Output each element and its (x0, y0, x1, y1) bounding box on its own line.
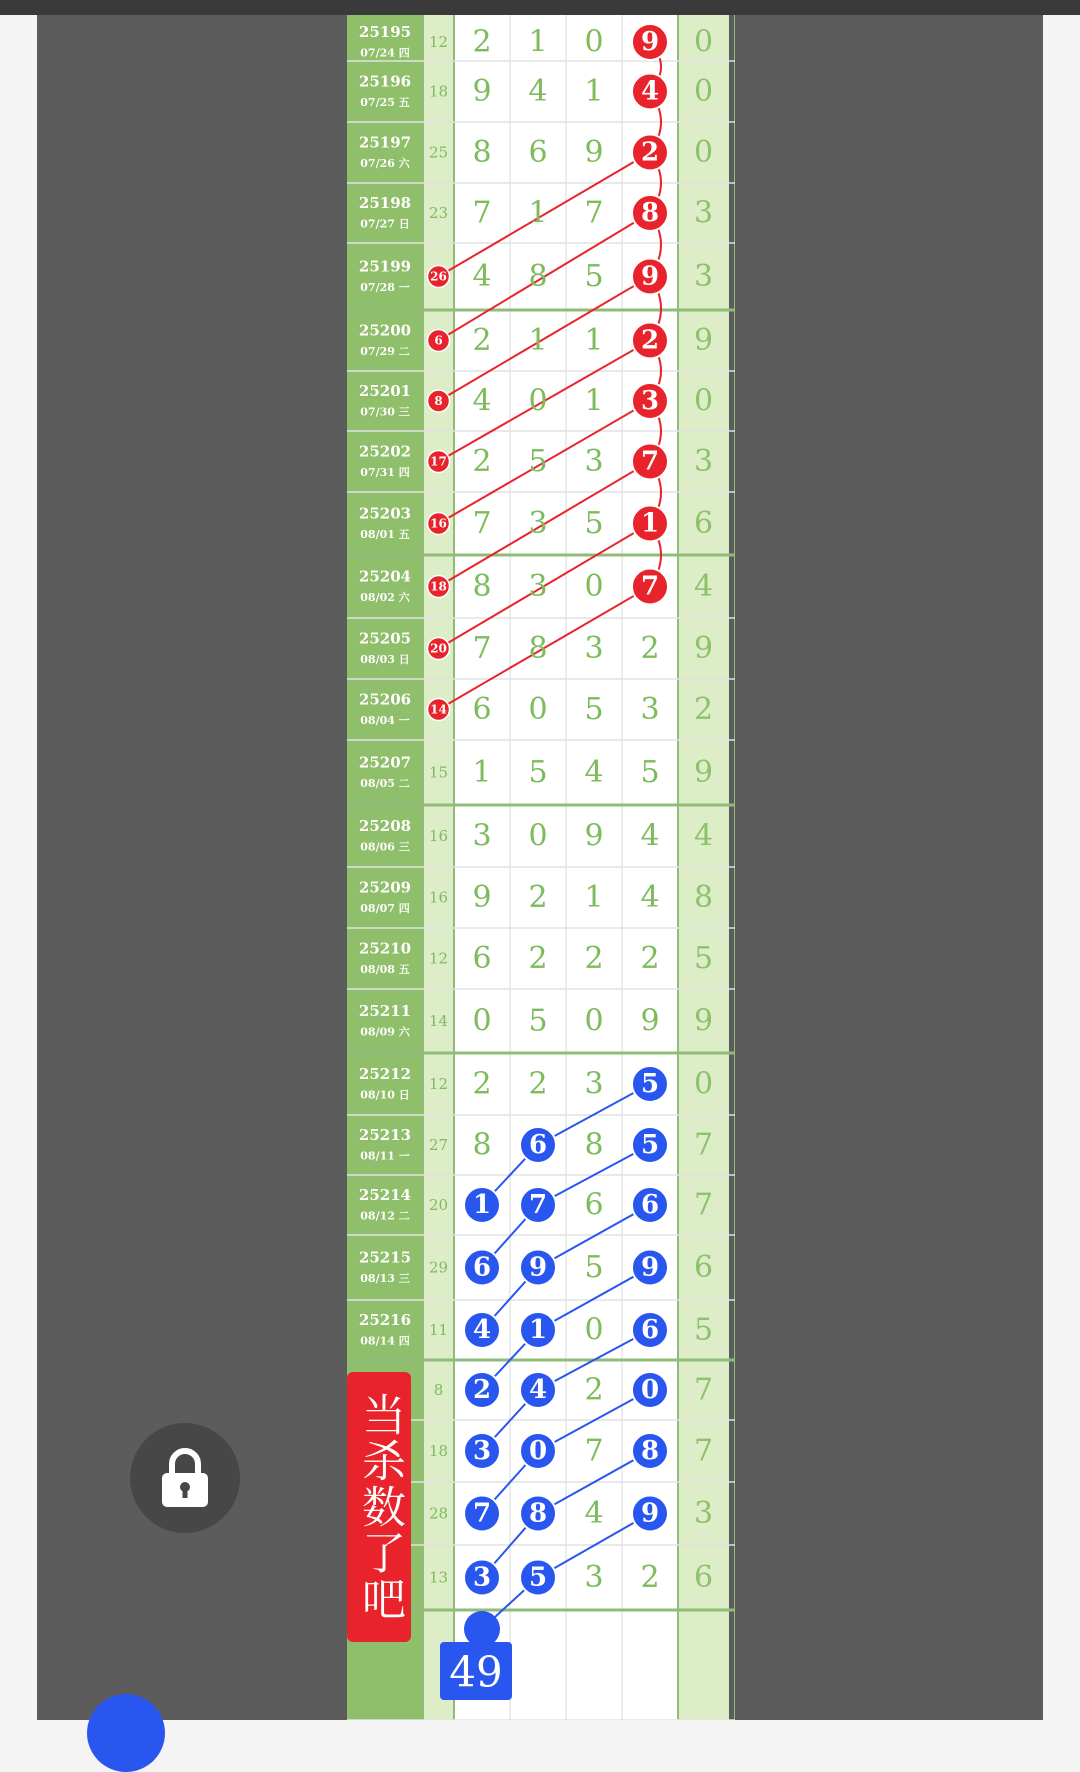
digit-value: 9 (640, 1252, 660, 1283)
digit-value: 2 (640, 137, 660, 168)
digit-value: 4 (584, 1496, 604, 1531)
sum-value: 16 (430, 516, 447, 531)
issue-date: 07/25 五 (360, 96, 410, 109)
issue-number: 25211 (358, 1002, 412, 1020)
blue-marker-label: 49 (449, 1647, 503, 1697)
issue-number: 25214 (358, 1186, 412, 1204)
digit-value: 7 (584, 195, 604, 231)
kill-value: 6 (693, 1560, 714, 1595)
digit-value: 6 (528, 1130, 548, 1160)
digit-value: 7 (528, 1190, 548, 1220)
digit-value: 6 (472, 1252, 492, 1283)
issue-date: 08/08 五 (360, 963, 410, 976)
issue-date: 07/28 一 (360, 281, 410, 294)
kill-value: 6 (693, 506, 714, 541)
digit-value: 4 (472, 259, 492, 294)
digit-value: 1 (528, 24, 548, 60)
kill-value: 9 (693, 631, 714, 666)
issue-number: 25210 (358, 939, 412, 958)
kill-value: 9 (693, 323, 714, 358)
digit-value: 9 (472, 880, 492, 915)
digit-value: 3 (584, 1066, 604, 1102)
issue-date: 08/14 四 (360, 1334, 410, 1348)
issue-date: 08/11 一 (360, 1149, 410, 1163)
issue-date: 07/27 日 (360, 217, 410, 231)
issue-date: 08/09 六 (360, 1025, 410, 1039)
sum-value: 16 (428, 827, 449, 845)
sum-value: 14 (428, 1012, 449, 1030)
kill-value: 3 (693, 195, 714, 231)
kill-value: 6 (693, 1250, 714, 1285)
sum-value: 13 (428, 1568, 449, 1587)
digit-value: 4 (528, 1375, 548, 1405)
digit-value: 1 (528, 195, 548, 231)
digit-value: 7 (472, 631, 492, 666)
digit-value: 9 (640, 1003, 660, 1039)
lock-icon (159, 1447, 211, 1509)
digit-value: 2 (472, 444, 492, 479)
kill-value: 4 (693, 818, 714, 854)
digit-value: 0 (472, 1003, 492, 1039)
digit-value: 5 (584, 259, 604, 294)
sum-value: 12 (428, 1075, 449, 1093)
digit-value: 1 (472, 1190, 492, 1220)
sum-value: 18 (428, 1442, 449, 1460)
digit-value: 2 (584, 1372, 604, 1408)
digit-value: 0 (640, 1375, 660, 1405)
digit-value: 2 (472, 24, 492, 60)
issue-number: 25195 (358, 23, 412, 41)
kill-number-banner[interactable]: 当杀数了吧 (347, 1372, 411, 1642)
digit-value: 6 (528, 135, 548, 170)
issue-date: 07/30 三 (360, 405, 410, 419)
digit-value: 1 (640, 508, 660, 539)
sum-value: 26 (430, 269, 447, 284)
digit-value: 5 (528, 444, 548, 479)
digit-value: 8 (640, 198, 660, 228)
digit-value: 0 (584, 24, 604, 60)
digit-value: 9 (528, 1252, 548, 1283)
digit-value: 5 (640, 1069, 660, 1099)
sum-value: 18 (430, 579, 447, 594)
kill-value: 3 (693, 1496, 714, 1531)
digit-value: 4 (640, 818, 660, 854)
digit-value: 2 (528, 1066, 548, 1102)
digit-value: 7 (640, 446, 660, 477)
kill-value: 9 (693, 755, 714, 790)
issue-number: 25208 (358, 817, 412, 835)
kill-value: 2 (693, 692, 714, 727)
digit-value: 4 (584, 755, 604, 790)
digit-value: 0 (528, 818, 548, 854)
digit-value: 4 (640, 76, 660, 107)
digit-value: 5 (528, 1562, 548, 1593)
digit-value: 5 (528, 755, 548, 790)
kill-value: 0 (693, 74, 714, 109)
digit-value: 2 (528, 880, 548, 915)
sum-value: 17 (430, 454, 447, 469)
digit-value: 0 (528, 692, 548, 727)
issue-date: 07/31 四 (360, 466, 410, 479)
issue-number: 25216 (358, 1311, 412, 1329)
digit-value: 8 (472, 569, 492, 604)
digit-value: 8 (472, 1127, 492, 1163)
issue-number: 25206 (358, 690, 412, 709)
digit-value: 5 (640, 1130, 660, 1160)
digit-value: 7 (584, 1433, 604, 1469)
kill-value: 9 (693, 1003, 714, 1039)
lock-button[interactable] (130, 1423, 240, 1533)
digit-value: 4 (472, 383, 492, 419)
digit-value: 5 (584, 1250, 604, 1285)
kill-value: 0 (693, 24, 714, 60)
digit-value: 6 (640, 1190, 660, 1220)
sum-value: 25 (428, 143, 449, 162)
digit-value: 7 (472, 195, 492, 231)
issue-date: 08/04 一 (360, 714, 410, 727)
kill-value: 0 (693, 383, 714, 419)
issue-number: 25201 (358, 382, 412, 400)
sum-value: 8 (434, 394, 443, 408)
issue-number: 25204 (358, 567, 412, 586)
digit-value: 1 (584, 880, 604, 915)
issue-date: 08/13 三 (360, 1272, 410, 1285)
digit-value: 2 (472, 1375, 492, 1405)
digit-value: 2 (640, 1560, 660, 1595)
digit-value: 2 (640, 941, 660, 976)
kill-value: 5 (693, 1312, 714, 1348)
digit-value: 7 (472, 506, 492, 541)
issue-date: 08/02 六 (360, 591, 410, 604)
digit-value: 2 (584, 941, 604, 976)
kill-value: 8 (693, 880, 714, 915)
issue-number: 25203 (358, 504, 412, 523)
digit-value: 3 (528, 506, 548, 541)
sum-value: 6 (434, 333, 443, 348)
issue-date: 08/06 三 (360, 840, 410, 854)
digit-value: 3 (640, 692, 660, 727)
sum-value: 28 (428, 1504, 449, 1523)
issue-date: 08/07 四 (360, 902, 410, 915)
digit-value: 1 (472, 755, 492, 790)
sum-value: 23 (428, 204, 449, 222)
digit-value: 0 (584, 1312, 604, 1348)
digit-value: 9 (472, 74, 492, 109)
issue-date: 07/26 六 (360, 157, 410, 170)
digit-value: 8 (472, 135, 492, 170)
digit-value: 0 (584, 569, 604, 604)
sum-value: 20 (430, 641, 447, 656)
kill-value: 0 (693, 135, 714, 170)
digit-value: 0 (528, 1436, 548, 1466)
digit-value: 9 (640, 27, 660, 57)
kill-value: 7 (693, 1372, 714, 1408)
sum-value: 15 (428, 763, 449, 782)
digit-value: 3 (584, 631, 604, 666)
digit-value: 1 (528, 323, 548, 358)
digit-value: 5 (584, 506, 604, 541)
kill-value: 7 (693, 1433, 714, 1469)
digit-value: 2 (640, 325, 660, 356)
digit-value: 2 (472, 323, 492, 358)
digit-value: 8 (584, 1127, 604, 1163)
digit-value: 6 (584, 1187, 604, 1223)
digit-value: 3 (528, 569, 548, 604)
sum-value: 12 (428, 949, 449, 968)
sum-value: 16 (428, 888, 449, 907)
digit-value: 0 (584, 1003, 604, 1039)
issue-number: 25196 (358, 72, 412, 91)
digit-value: 3 (472, 818, 492, 854)
digit-value: 8 (640, 1436, 660, 1466)
digit-value: 4 (472, 1315, 492, 1345)
sum-value: 18 (428, 82, 449, 101)
digit-value: 9 (640, 261, 660, 292)
issue-number: 25209 (358, 878, 412, 897)
digit-value: 6 (472, 692, 492, 727)
digit-value: 9 (584, 135, 604, 170)
digit-value: 3 (584, 1560, 604, 1595)
digit-value: 9 (640, 1498, 660, 1529)
digit-value: 8 (528, 1498, 548, 1529)
issue-number: 25202 (358, 442, 412, 461)
digit-value: 8 (528, 259, 548, 294)
digit-value: 0 (528, 383, 548, 419)
digit-value: 5 (640, 755, 660, 790)
issue-number: 25200 (358, 321, 412, 340)
kill-value: 0 (693, 1066, 714, 1102)
sum-value: 12 (428, 33, 449, 51)
kill-value: 3 (693, 444, 714, 479)
kill-value: 7 (693, 1187, 714, 1223)
issue-date: 08/12 二 (360, 1209, 410, 1223)
digit-value: 2 (640, 631, 660, 666)
kill-value: 5 (693, 941, 714, 976)
issue-number: 25205 (358, 629, 412, 648)
issue-number: 25197 (358, 133, 412, 152)
issue-number: 25212 (358, 1065, 412, 1083)
digit-value: 5 (528, 1003, 548, 1039)
issue-number: 25215 (358, 1248, 412, 1267)
issue-number: 25213 (358, 1126, 412, 1144)
kill-value: 7 (693, 1127, 714, 1163)
issue-date: 07/29 二 (360, 345, 410, 358)
digit-value: 3 (584, 444, 604, 479)
sum-value: 8 (433, 1381, 444, 1399)
digit-value: 1 (584, 383, 604, 419)
issue-date: 07/24 四 (360, 46, 410, 60)
digit-value: 4 (528, 74, 548, 109)
issue-number: 25198 (358, 194, 412, 212)
digit-value: 3 (472, 1436, 492, 1466)
digit-value: 6 (640, 1315, 660, 1345)
digit-value: 4 (640, 880, 660, 915)
sum-value: 11 (428, 1321, 449, 1339)
digit-value: 2 (472, 1066, 492, 1102)
sum-value: 27 (428, 1136, 449, 1154)
digit-value: 9 (584, 818, 604, 854)
kill-value: 4 (693, 569, 714, 604)
kill-value: 3 (693, 259, 714, 294)
issue-date: 08/05 二 (360, 777, 410, 790)
digit-value: 7 (640, 571, 660, 602)
digit-value: 7 (472, 1498, 492, 1529)
sum-value: 20 (428, 1196, 449, 1214)
digit-value: 2 (528, 941, 548, 976)
sum-value: 14 (430, 702, 447, 717)
digit-value: 1 (584, 74, 604, 109)
issue-date: 08/10 日 (360, 1088, 410, 1102)
issue-date: 08/03 日 (360, 653, 410, 666)
digit-value: 8 (528, 631, 548, 666)
issue-date: 08/01 五 (360, 528, 410, 541)
digit-value: 1 (528, 1315, 548, 1345)
issue-number: 25207 (358, 753, 412, 772)
digit-value: 1 (584, 323, 604, 358)
status-bar (0, 0, 1080, 15)
sum-value: 29 (428, 1258, 449, 1277)
next-blue-dot (464, 1611, 500, 1647)
digit-value: 3 (472, 1562, 492, 1593)
digit-value: 5 (584, 692, 604, 727)
floating-action-button[interactable] (87, 1694, 165, 1772)
digit-value: 3 (640, 386, 660, 416)
issue-number: 25199 (358, 257, 412, 276)
digit-value: 6 (472, 941, 492, 976)
